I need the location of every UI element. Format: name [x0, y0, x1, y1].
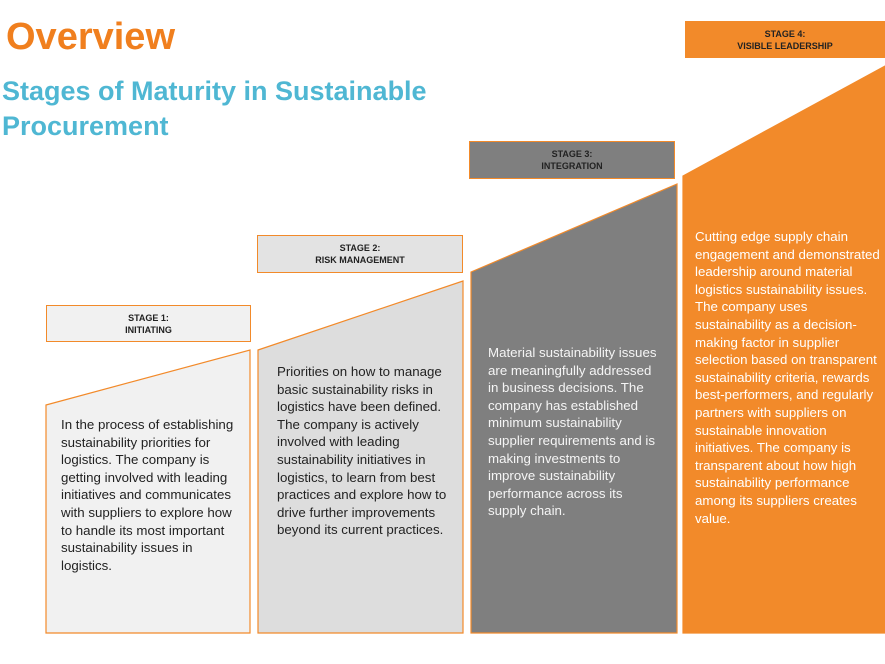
stage-3-name: INTEGRATION [541, 161, 603, 171]
stage-4-name: VISIBLE LEADERSHIP [737, 40, 833, 51]
stage-1-description: In the process of establishing sustainability priorities for logistics. The company is getting involved with leading initiatives and communicates with suppliers to explore how to handle its most important sustainability issues in logistics. [61, 417, 234, 573]
stage-3-number: STAGE 3: [551, 149, 593, 159]
stage-4-label [685, 21, 885, 58]
stage-4-description: Cutting edge supply chain engagement and demonstrated leadership around material logistics sustainability issues. The company uses sustainability as a decision-making factor in supplier selection based on transparent sustainability criteria, rewards best-performers, and regularly partners with suppliers on sustainable innovation initiatives. The company is transparent about how high sustainability performance among its suppliers creates value. [695, 229, 880, 526]
stage-2-label [257, 235, 463, 273]
page-title: Overview [6, 16, 175, 58]
stage-2-number: STAGE 2: [339, 243, 381, 253]
page-subtitle: Stages of Maturity in Sustainable Procurement [2, 76, 427, 141]
stage-1-name: INITIATING [125, 324, 172, 335]
stage-3-label [469, 141, 675, 179]
stage-3-description: Material sustainability issues are meaningfully addressed in business decisions. The company has established minimum sustainability supplier requirements and is making investments to improve sustainability performance across its supply chain. [488, 345, 657, 519]
stage-2-description: Priorities on how to manage basic sustainability risks in logistics have been defined. The company is actively involved with leading sustainability initiatives in logistics, to learn from best practices and explore how to drive further improvements beyond its current practices. [277, 364, 447, 538]
stage-1-label [46, 305, 251, 342]
stage-4-number: STAGE 4: [764, 28, 806, 39]
stage-1-number: STAGE 1: [128, 312, 169, 323]
stage-2-name: RISK MANAGEMENT [315, 255, 405, 265]
